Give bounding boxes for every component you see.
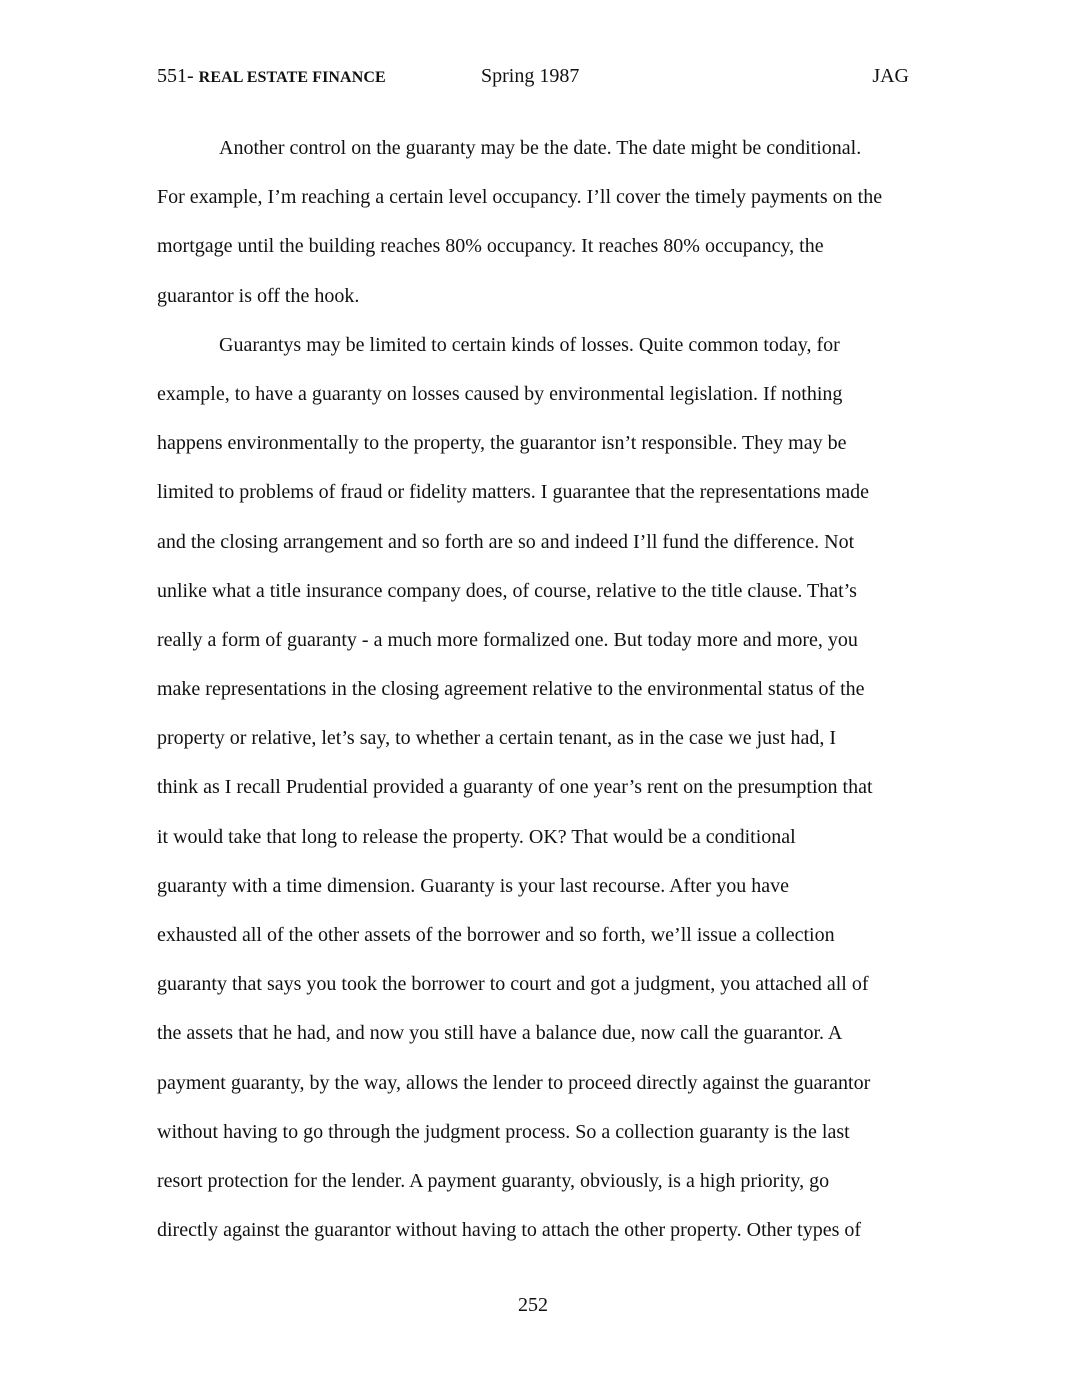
paragraph-line: the assets that he had, and now you still have a balance due, now call the guarantor. A (157, 1022, 843, 1045)
paragraph-line: For example, I’m reaching a certain level occupancy. I’ll cover the timely payments on the (157, 186, 883, 209)
paragraph-line: example, to have a guaranty on losses caused by environmental legislation. If nothing (157, 382, 843, 405)
course-number: 551- (157, 65, 194, 87)
page-header-initials: JAG (872, 65, 909, 87)
paragraph-line: resort protection for the lender. A payment guaranty, obviously, is a high priority, go (157, 1169, 830, 1192)
paragraph-line: directly against the guarantor without having to attach the other property. Other types of (157, 1219, 862, 1242)
paragraph-line: property or relative, let’s say, to whether a certain tenant, as in the case we just had, I (157, 727, 837, 750)
body-text (157, 124, 917, 1255)
paragraph-line: unlike what a title insurance company does, of course, relative to the title clause. That’s (157, 579, 857, 602)
paragraph-line: Another control on the guaranty may be the date. The date might be conditional. (219, 137, 862, 159)
paragraph-line: mortgage until the building reaches 80% occupancy. It reaches 80% occupancy, the (157, 235, 824, 258)
paragraph-line: Guarantys may be limited to certain kinds of losses. Quite common today, for (219, 333, 840, 356)
paragraph-line: without having to go through the judgment process. So a collection guaranty is the last (157, 1120, 850, 1143)
paragraph-line: make representations in the closing agreement relative to the environmental status of the (157, 678, 865, 701)
paragraph-line: think as I recall Prudential provided a guaranty of one year’s rent on the presumption that (157, 776, 873, 799)
paragraph-line: limited to problems of fraud or fidelity matters. I guarantee that the representations made (157, 481, 869, 504)
paragraph-line: payment guaranty, by the way, allows the lender to proceed directly against the guarantor (157, 1071, 871, 1094)
paragraph-line: happens environmentally to the property, the guarantor isn’t responsible. They may be (157, 432, 847, 455)
page-number: 252 (518, 1294, 548, 1316)
paragraph-line: exhausted all of the other assets of the borrower and so forth, we’ll issue a collection (157, 924, 835, 946)
paragraph-line: really a form of guaranty - a much more formalized one. But today more and more, you (157, 628, 858, 651)
paragraph-line: guaranty with a time dimension. Guaranty is your last recourse. After you have (157, 874, 790, 897)
course-title: REAL ESTATE FINANCE (198, 69, 386, 86)
paragraph-line: guaranty that says you took the borrower to court and got a judgment, you attached all of (157, 973, 869, 996)
paragraph-line: guarantor is off the hook. (157, 284, 360, 307)
page-header-term: Spring 1987 (481, 65, 580, 87)
paragraph-line: and the closing arrangement and so forth are so and indeed I’ll fund the difference. Not (157, 530, 855, 553)
page-header-course (157, 64, 386, 90)
paragraph-line: it would take that long to release the property. OK? That would be a conditional (157, 825, 796, 848)
